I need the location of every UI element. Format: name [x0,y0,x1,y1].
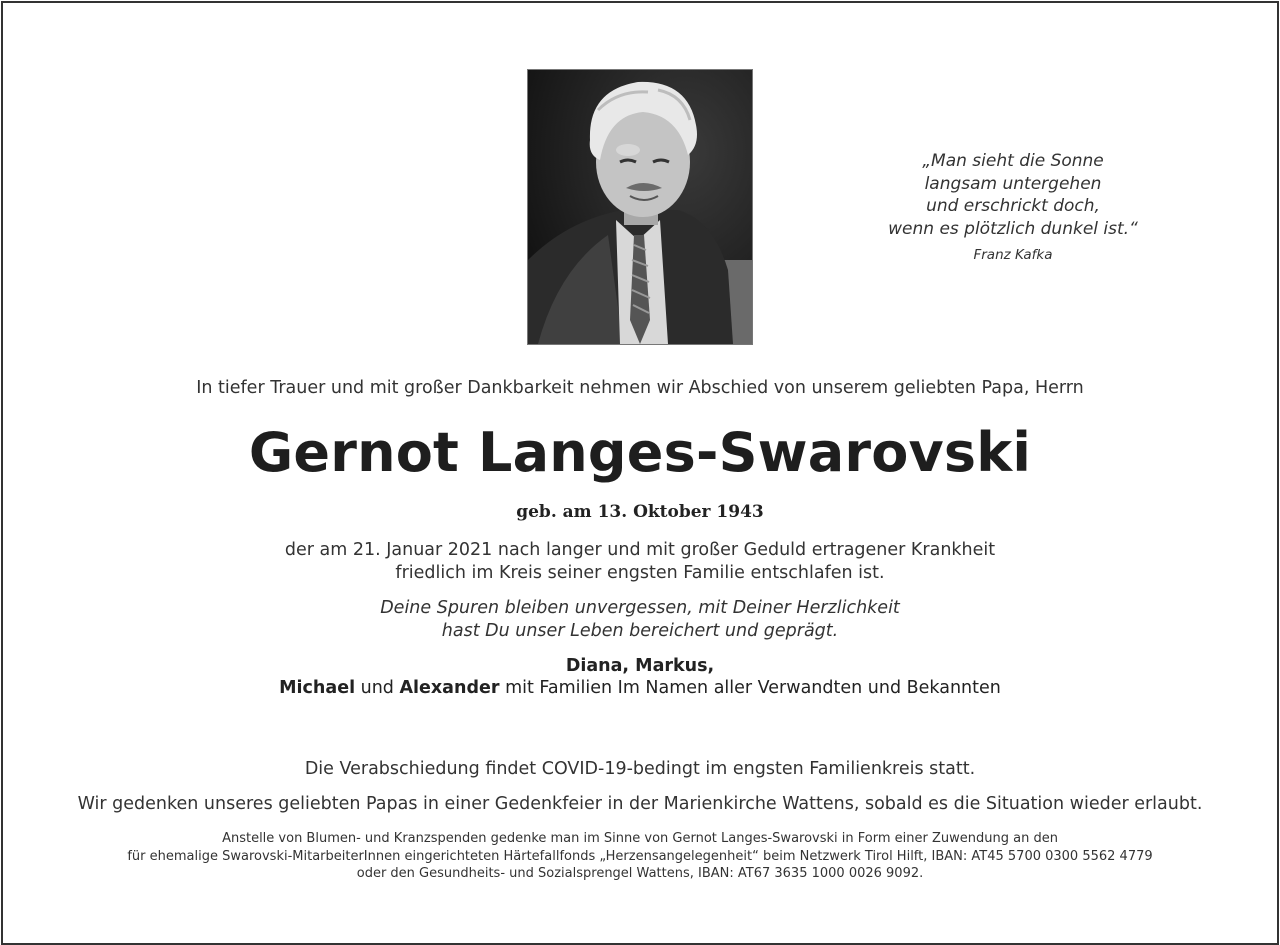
family-member: Michael [279,677,356,698]
family-line: Im Namen aller Verwandten und Bekannten [617,677,1001,698]
quote-line: langsam untergehen [924,173,1102,194]
family-line [279,678,499,698]
farewell-notice: Die Verabschiedung findet COVID-19-bedingt im engsten Familienkreis statt. [304,759,976,779]
intro-text: In tiefer Trauer und mit großer Dankbarkeit nehmen wir Abschied von unserem geliebten Papa, Herrn [196,378,1084,398]
family-connector: und [355,677,400,698]
quote-line: und erschrickt doch, [926,196,1100,216]
memorial-notice: Wir gedenken unseres geliebten Papas in einer Gedenkfeier in der Marienkirche Wattens, sobald es die Situation wieder erlaubt. [77,794,1203,814]
donation-notice [3,830,1277,883]
family-member: Alexander [399,677,500,698]
obituary-card [1,1,1279,945]
family-line: Diana, Markus, [565,656,715,676]
quote-author: Franz Kafka [973,247,1053,263]
kafka-quote [873,150,1153,267]
portrait-photo [527,69,753,345]
donation-line: Anstelle von Blumen- und Kranzspenden gedenke man im Sinne von Gernot Langes-Swarovski in Form einer Zuwendung an den [222,831,1058,846]
death-line: friedlich im Kreis seiner engsten Familie entschlafen ist. [395,562,885,583]
death-notice [3,539,1277,584]
donation-line: für ehemalige Swarovski-MitarbeiterInnen eingerichteten Härtefallfonds „Herzensangelegenheit“ beim Netzwerk Tirol Hilft, IBAN: AT45 5700 0300 5562 4779 [127,848,1153,864]
deceased-name: Gernot Langes-Swarovski [248,421,1032,484]
memorial-motto [3,597,1277,642]
quote-line: wenn es plötzlich dunkel ist.“ [888,218,1138,239]
death-line: der am 21. Januar 2021 nach langer und mit großer Geduld ertragener Krankheit [284,540,996,560]
donation-line: oder den Gesundheits- und Sozialsprengel Wattens, IBAN: AT67 3635 1000 0026 9092. [356,866,924,881]
family-line: mit Familien [505,677,613,698]
quote-line: „Man sieht die Sonne [922,151,1104,171]
motto-line: Deine Spuren bleiben unvergessen, mit Deiner Herzlichkeit [380,598,900,618]
family-signature [3,656,1277,699]
birth-date: geb. am 13. Oktober 1943 [516,502,764,522]
motto-line: hast Du unser Leben bereichert und geprägt. [441,620,839,641]
